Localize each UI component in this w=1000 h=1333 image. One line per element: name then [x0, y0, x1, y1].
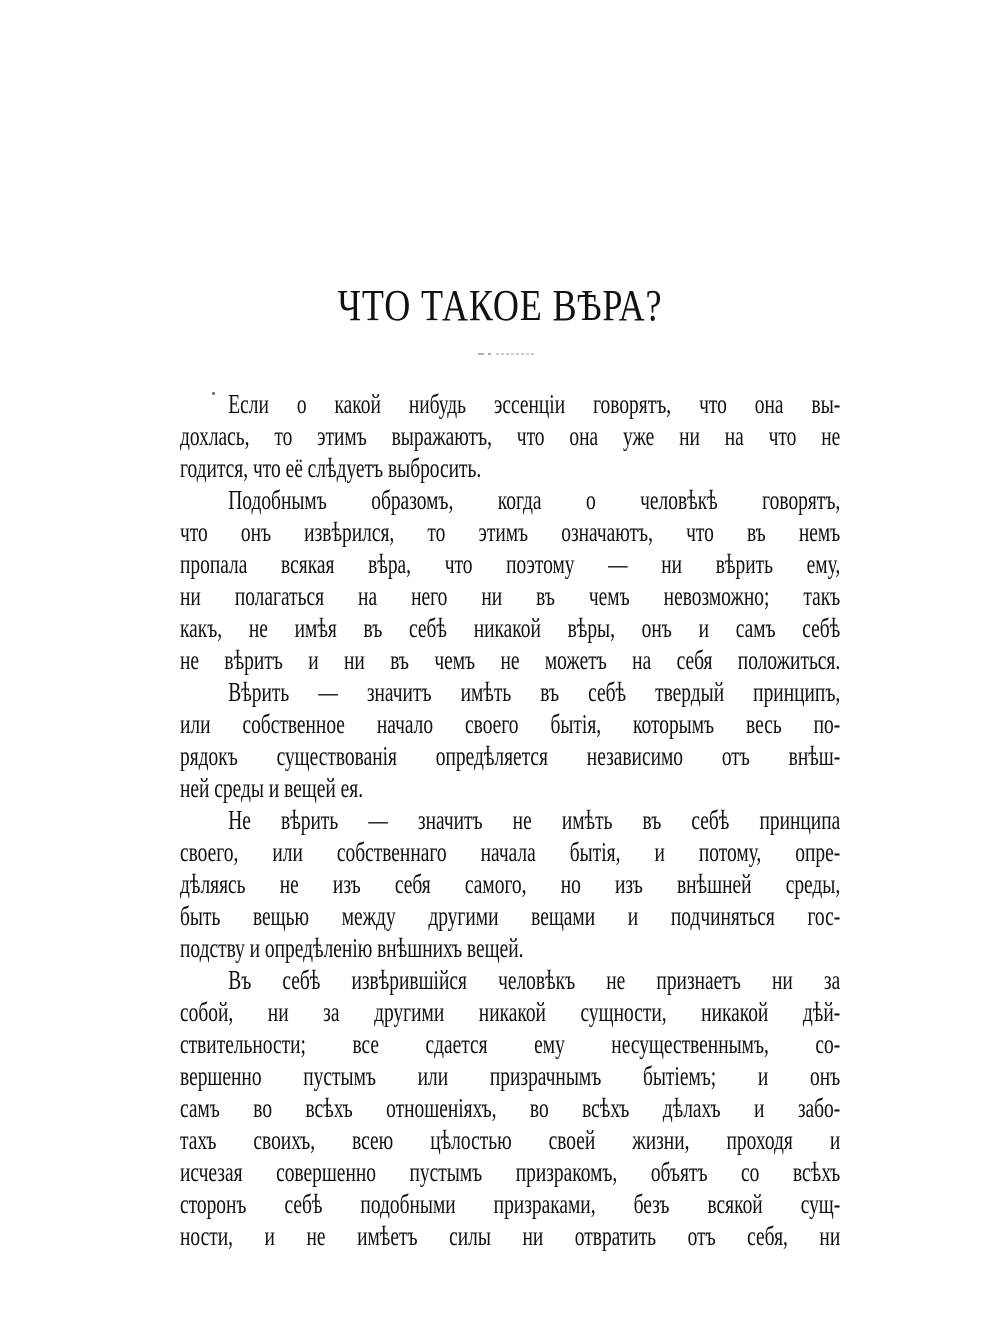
text-line: ности, и не имѣетъ силы ни отвратить отъ себя, ни	[180, 1221, 841, 1251]
text-line: тахъ своихъ, всею цѣлостью своей жизни, проходя и	[180, 1125, 841, 1155]
text-line: подству и опредѣленію внѣшнихъ вещей.	[180, 933, 524, 963]
text-line: какъ, не имѣя въ себѣ никакой вѣры, онъ и самъ себѣ	[180, 613, 841, 643]
text-line: ни полагаться на него ни въ чемъ невозможно; такъ	[180, 581, 841, 611]
text-line: дѣляясь не изъ себя самого, но изъ внѣшней среды,	[180, 869, 841, 899]
text-line: собой, ни за другими никакой сущности, никакой дѣй-	[180, 997, 841, 1027]
chapter-title: ЧТО ТАКОЕ ВѢРА?	[337, 281, 663, 330]
title-ornament	[478, 351, 538, 357]
text-line: не вѣритъ и ни въ чемъ не можетъ на себя положиться.	[180, 645, 841, 675]
text-line: дохлась, то этимъ выражаютъ, что она уже ни на что не	[180, 421, 841, 451]
text-line: что онъ извѣрился, то этимъ означаютъ, что въ немъ	[180, 517, 841, 547]
body-text	[180, 388, 840, 1252]
text-line: годится, что её слѣдуетъ выбросить.	[180, 453, 482, 483]
text-line: исчезая совершенно пустымъ призракомъ, объятъ со всѣхъ	[180, 1157, 841, 1187]
text-line: Въ себѣ извѣрившійся человѣкъ не признаетъ ни за	[228, 965, 841, 995]
text-line: Если о какой нибудь эссенціи говорятъ, что она вы-	[228, 389, 841, 419]
text-line: быть вещью между другими вещами и подчиняться гос-	[180, 901, 841, 931]
text-line: своего, или собственнаго начала бытія, и потому, опре-	[180, 837, 841, 867]
text-line: рядокъ существованія опредѣляется независимо отъ внѣш-	[180, 741, 841, 771]
text-line: Вѣрить — значитъ имѣть въ себѣ твердый принципъ,	[228, 677, 841, 707]
text-line: ней среды и вещей ея.	[180, 773, 364, 803]
text-line: самъ во всѣхъ отношеніяхъ, во всѣхъ дѣлахъ и забо-	[180, 1093, 841, 1123]
text-line: вершенно пустымъ или призрачнымъ бытіемъ; и онъ	[180, 1061, 841, 1091]
text-line: Не вѣрить — значитъ не имѣть въ себѣ принципа	[228, 805, 841, 835]
text-line: пропала всякая вѣра, что поэтому — ни вѣрить ему,	[180, 549, 841, 579]
text-line: Подобнымъ образомъ, когда о человѣкѣ говорятъ,	[228, 485, 841, 515]
text-line: ствительности; все сдается ему несущественнымъ, со-	[180, 1029, 841, 1059]
text-line: или собственное начало своего бытія, которымъ весь по-	[180, 709, 841, 739]
text-line: сторонъ себѣ подобными призраками, безъ всякой сущ-	[180, 1189, 841, 1219]
